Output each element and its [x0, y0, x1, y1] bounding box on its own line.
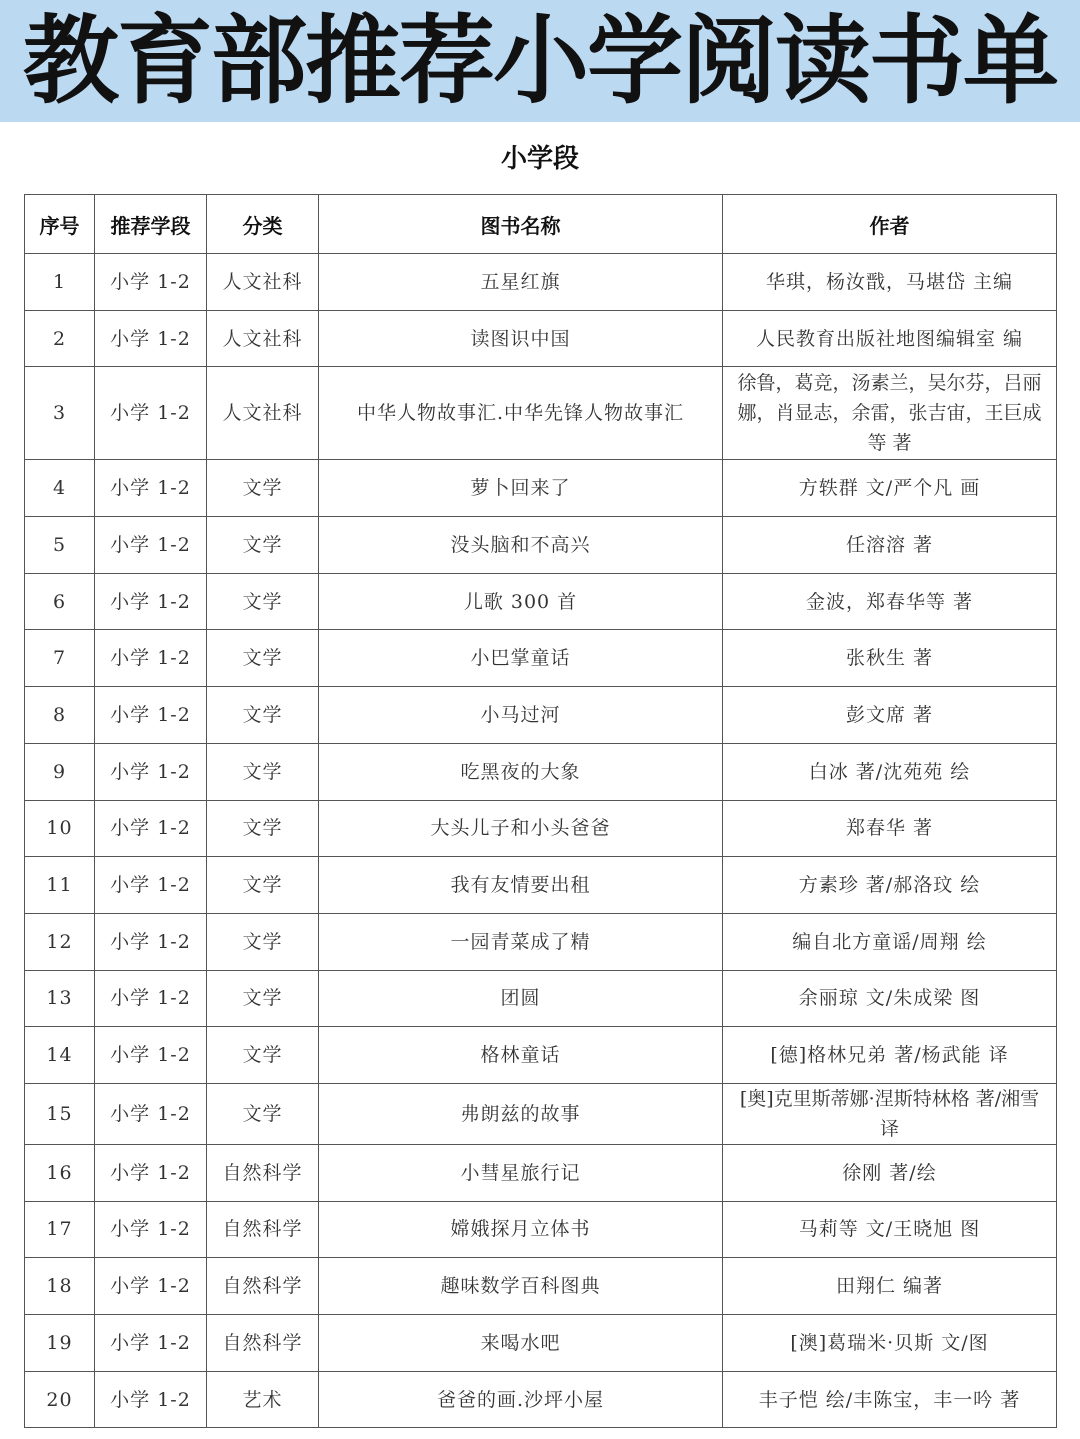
author-cell: 人民教育出版社地图编辑室 编: [723, 310, 1057, 367]
category-cell: 文学: [207, 857, 319, 914]
table-row: [25, 310, 1057, 367]
row-number-cell: 20: [25, 1371, 95, 1428]
book-title-cell: 大头儿子和小头爸爸: [319, 800, 723, 857]
stage-cell: 小学 1-2: [95, 1371, 207, 1428]
section-title: 小学段: [500, 144, 579, 174]
row-number-cell: 5: [25, 517, 95, 574]
author-cell: 华琪，杨汝戬，马堪岱 主编: [723, 254, 1057, 311]
table-row: [25, 970, 1057, 1027]
stage-cell: 小学 1-2: [95, 1315, 207, 1372]
row-number-cell: 14: [25, 1027, 95, 1084]
table-row: [25, 913, 1057, 970]
stage-cell: 小学 1-2: [95, 743, 207, 800]
table-row: [25, 687, 1057, 744]
book-title-cell: 一园青菜成了精: [319, 913, 723, 970]
column-header-author: 作者: [723, 195, 1057, 254]
table-row: [25, 1371, 1057, 1428]
author-cell: 任溶溶 著: [723, 517, 1057, 574]
row-number-cell: 16: [25, 1144, 95, 1201]
book-title-cell: 格林童话: [319, 1027, 723, 1084]
table-row: [25, 1083, 1057, 1144]
row-number-cell: 10: [25, 800, 95, 857]
stage-cell: 小学 1-2: [95, 254, 207, 311]
table-row: [25, 630, 1057, 687]
category-cell: 文学: [207, 687, 319, 744]
table-body: [25, 254, 1057, 1428]
author-cell: 丰子恺 绘/丰陈宝，丰一吟 著: [723, 1371, 1057, 1428]
author-cell: 张秋生 著: [723, 630, 1057, 687]
book-title-cell: 嫦娥探月立体书: [319, 1201, 723, 1258]
category-cell: 人文社科: [207, 310, 319, 367]
column-header-stage: 推荐学段: [95, 195, 207, 254]
row-number-cell: 11: [25, 857, 95, 914]
table-row: [25, 573, 1057, 630]
row-number-cell: 4: [25, 460, 95, 517]
category-cell: 文学: [207, 573, 319, 630]
author-cell: 金波，郑春华等 著: [723, 573, 1057, 630]
stage-cell: 小学 1-2: [95, 573, 207, 630]
table-row: [25, 1144, 1057, 1201]
book-title-cell: 我有友情要出租: [319, 857, 723, 914]
stage-cell: 小学 1-2: [95, 913, 207, 970]
stage-cell: 小学 1-2: [95, 517, 207, 574]
column-header-book-title: 图书名称: [319, 195, 723, 254]
table-row: [25, 1027, 1057, 1084]
title-banner: [0, 0, 1080, 122]
book-title-cell: 来喝水吧: [319, 1315, 723, 1372]
book-title-cell: 读图识中国: [319, 310, 723, 367]
category-cell: 文学: [207, 630, 319, 687]
category-cell: 艺术: [207, 1371, 319, 1428]
stage-cell: 小学 1-2: [95, 1083, 207, 1144]
book-title-cell: 吃黑夜的大象: [319, 743, 723, 800]
author-cell: 郑春华 著: [723, 800, 1057, 857]
stage-cell: 小学 1-2: [95, 1258, 207, 1315]
category-cell: 文学: [207, 913, 319, 970]
book-title-cell: 中华人物故事汇.中华先锋人物故事汇: [319, 367, 723, 460]
author-cell: 方轶群 文/严个凡 画: [723, 460, 1057, 517]
category-cell: 文学: [207, 460, 319, 517]
column-header-number: 序号: [25, 195, 95, 254]
row-number-cell: 2: [25, 310, 95, 367]
row-number-cell: 6: [25, 573, 95, 630]
row-number-cell: 9: [25, 743, 95, 800]
row-number-cell: 3: [25, 367, 95, 460]
category-cell: 自然科学: [207, 1315, 319, 1372]
category-cell: 文学: [207, 1083, 319, 1144]
stage-cell: 小学 1-2: [95, 970, 207, 1027]
category-cell: 自然科学: [207, 1144, 319, 1201]
row-number-cell: 18: [25, 1258, 95, 1315]
author-cell: 田翔仁 编著: [723, 1258, 1057, 1315]
author-cell: 马莉等 文/王晓旭 图: [723, 1201, 1057, 1258]
table-row: [25, 1258, 1057, 1315]
book-title-cell: 团圆: [319, 970, 723, 1027]
row-number-cell: 15: [25, 1083, 95, 1144]
table-row: [25, 1201, 1057, 1258]
page-title: 教育部推荐小学阅读书单: [23, 5, 1057, 117]
category-cell: 文学: [207, 800, 319, 857]
category-cell: 自然科学: [207, 1258, 319, 1315]
stage-cell: 小学 1-2: [95, 1144, 207, 1201]
category-cell: 文学: [207, 1027, 319, 1084]
row-number-cell: 8: [25, 687, 95, 744]
stage-cell: 小学 1-2: [95, 630, 207, 687]
column-header-category: 分类: [207, 195, 319, 254]
stage-cell: 小学 1-2: [95, 367, 207, 460]
row-number-cell: 12: [25, 913, 95, 970]
category-cell: 人文社科: [207, 367, 319, 460]
table-row: [25, 367, 1057, 460]
book-title-cell: 小马过河: [319, 687, 723, 744]
row-number-cell: 19: [25, 1315, 95, 1372]
stage-cell: 小学 1-2: [95, 310, 207, 367]
category-cell: 文学: [207, 743, 319, 800]
table-header-row: [25, 195, 1057, 254]
book-title-cell: 趣味数学百科图典: [319, 1258, 723, 1315]
stage-cell: 小学 1-2: [95, 1201, 207, 1258]
row-number-cell: 7: [25, 630, 95, 687]
book-title-cell: 五星红旗: [319, 254, 723, 311]
book-list-table: [24, 194, 1057, 1428]
author-cell: 余丽琼 文/朱成梁 图: [723, 970, 1057, 1027]
stage-cell: 小学 1-2: [95, 1027, 207, 1084]
stage-cell: 小学 1-2: [95, 460, 207, 517]
book-title-cell: 爸爸的画.沙坪小屋: [319, 1371, 723, 1428]
stage-cell: 小学 1-2: [95, 800, 207, 857]
row-number-cell: 13: [25, 970, 95, 1027]
stage-cell: 小学 1-2: [95, 687, 207, 744]
book-title-cell: 小彗星旅行记: [319, 1144, 723, 1201]
table-row: [25, 743, 1057, 800]
author-cell: 方素珍 著/郝洛玟 绘: [723, 857, 1057, 914]
author-cell: [澳]葛瑞米·贝斯 文/图: [723, 1315, 1057, 1372]
category-cell: 人文社科: [207, 254, 319, 311]
author-cell: 彭文席 著: [723, 687, 1057, 744]
category-cell: 自然科学: [207, 1201, 319, 1258]
author-cell: 白冰 著/沈苑苑 绘: [723, 743, 1057, 800]
book-title-cell: 小巴掌童话: [319, 630, 723, 687]
category-cell: 文学: [207, 517, 319, 574]
author-cell: [德]格林兄弟 著/杨武能 译: [723, 1027, 1057, 1084]
author-cell: 编自北方童谣/周翔 绘: [723, 913, 1057, 970]
book-title-cell: 没头脑和不高兴: [319, 517, 723, 574]
table-row: [25, 517, 1057, 574]
table-row: [25, 254, 1057, 311]
table-row: [25, 857, 1057, 914]
row-number-cell: 17: [25, 1201, 95, 1258]
stage-cell: 小学 1-2: [95, 857, 207, 914]
book-title-cell: 儿歌 300 首: [319, 573, 723, 630]
row-number-cell: 1: [25, 254, 95, 311]
author-cell: 徐刚 著/绘: [723, 1144, 1057, 1201]
book-title-cell: 萝卜回来了: [319, 460, 723, 517]
category-cell: 文学: [207, 970, 319, 1027]
table-row: [25, 460, 1057, 517]
table-row: [25, 800, 1057, 857]
author-cell: [奥]克里斯蒂娜·涅斯特林格 著/湘雪 译: [723, 1083, 1057, 1144]
table-row: [25, 1315, 1057, 1372]
author-cell: 徐鲁，葛竞，汤素兰，吴尔芬，吕丽娜，肖显志，余雷，张吉宙，王巨成等 著: [723, 367, 1057, 460]
book-title-cell: 弗朗兹的故事: [319, 1083, 723, 1144]
